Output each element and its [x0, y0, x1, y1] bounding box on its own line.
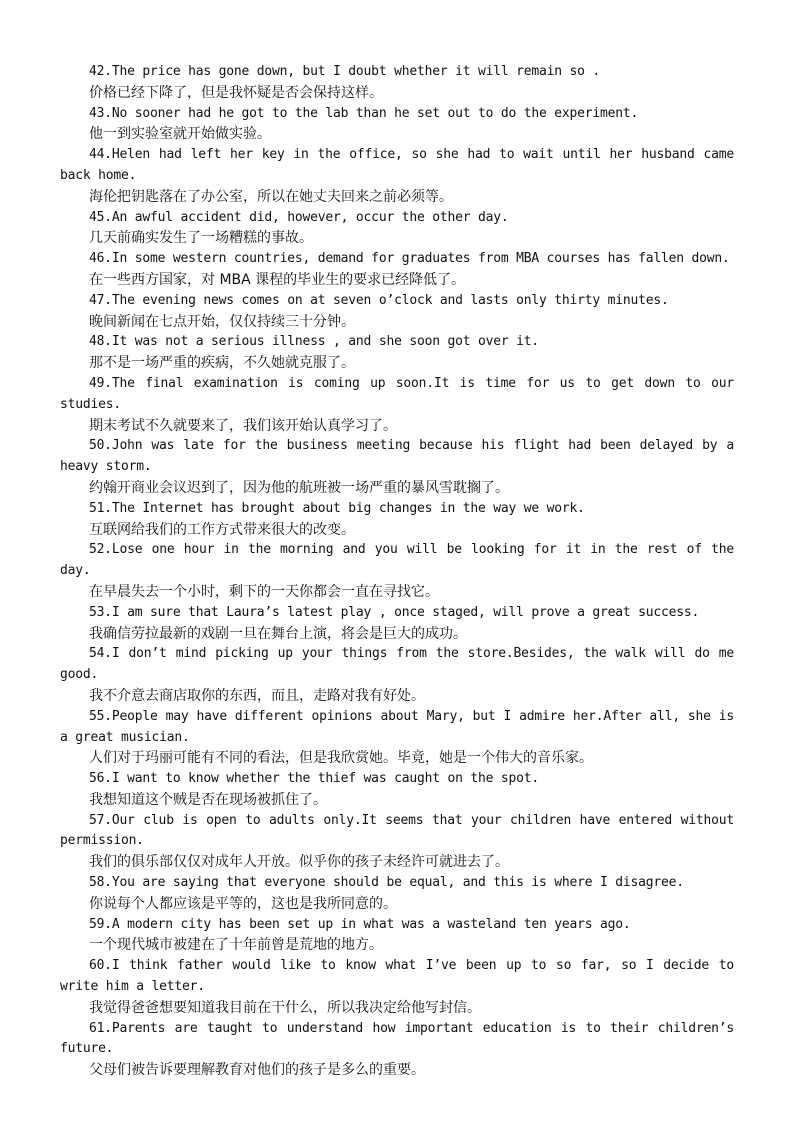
english-sentence: 45.An awful accident did, however, occur the other day. — [89, 209, 509, 225]
english-sentence: 58.You are saying that everyone should be equal, and this is where I disagree. — [89, 875, 684, 891]
english-sentence: 53.I am sure that Laura’s latest play , once staged, will prove a great success. — [89, 604, 700, 620]
english-sentence: 44.Helen had left her key in the office, so she had to wait until her husband came back home. — [60, 147, 734, 183]
chinese-translation: 晚间新闻在七点开始，仅仅持续三十分钟。 — [89, 313, 355, 330]
english-sentence: 42.The price has gone down, but I doubt whether it will remain so . — [89, 64, 600, 79]
chinese-translation: 我想知道这个贼是否在现场被抓住了。 — [89, 791, 327, 808]
chinese-translation: 你说每个人都应该是平等的，这也是我所同意的。 — [89, 895, 397, 912]
english-sentence: 57.Our club is open to adults only.It seems that your children have entered without permission. — [60, 812, 734, 849]
english-sentence: 51.The Internet has brought about big changes in the way we work. — [89, 500, 585, 516]
chinese-translation: 那不是一场严重的疾病，不久她就克服了。 — [89, 355, 355, 372]
english-sentence: 60.I think father would like to know what I’ve been up to so far, so I decide to write him a letter. — [60, 958, 734, 995]
english-sentence: 48.It was not a serious illness , and she soon got over it. — [89, 334, 539, 350]
english-sentence: 46.In some western countries, demand for graduates from MBA courses has fallen down. — [89, 251, 730, 267]
chinese-translation: 一个现代城市被建在了十年前曾是荒地的地方。 — [89, 937, 383, 954]
chinese-translation: 互联网给我们的工作方式带来很大的改变。 — [89, 521, 355, 538]
chinese-translation: 几天前确实发生了一场糟糕的事故。 — [89, 230, 313, 247]
document-body — [60, 62, 734, 1081]
english-sentence: 55.People may have different opinions about Mary, but I admire her.After all, she is a great musician. — [60, 708, 734, 745]
chinese-translation: 海伦把钥匙落在了办公室，所以在她丈夫回来之前必须等。 — [89, 188, 453, 205]
english-sentence: 61.Parents are taught to understand how important education is to their children’s future. — [60, 1020, 734, 1057]
english-sentence: 59.A modern city has been set up in what was a wasteland ten years ago. — [89, 916, 631, 932]
chinese-translation: 父母们被告诉要理解教育对他们的孩子是多么的重要。 — [89, 1062, 425, 1079]
english-sentence: 52.Lose one hour in the morning and you will be looking for it in the rest of the day. — [60, 542, 734, 579]
chinese-translation: 价格已经下降了，但是我怀疑是否会保持这样。 — [89, 84, 383, 101]
english-sentence: 50.John was late for the business meeting because his flight had been delayed by a heavy storm. — [60, 438, 734, 475]
english-sentence: 43.No sooner had he got to the lab than he set out to do the experiment. — [89, 105, 639, 121]
chinese-translation: 在一些西方国家，对 MBA 课程的毕业生的要求已经降低了。 — [89, 271, 466, 288]
chinese-translation: 我们的俱乐部仅仅对成年人开放。似乎你的孩子未经许可就进去了。 — [89, 854, 509, 871]
english-sentence: 54.I don’t mind picking up your things from the store.Besides, the walk will do me good. — [60, 646, 734, 683]
chinese-translation: 人们对于玛丽可能有不同的看法，但是我欣赏她。毕竟，她是一个伟大的音乐家。 — [89, 750, 593, 767]
chinese-translation: 在早晨失去一个小时，剩下的一天你都会一直在寻找它。 — [89, 583, 439, 600]
english-sentence: 47.The evening news comes on at seven o’clock and lasts only thirty minutes. — [89, 292, 669, 308]
chinese-translation: 期末考试不久就要来了，我们该开始认真学习了。 — [89, 417, 397, 434]
english-sentence: 56.I want to know whether the thief was caught on the spot. — [89, 771, 539, 787]
chinese-translation: 我确信劳拉最新的戏剧一旦在舞台上演，将会是巨大的成功。 — [89, 625, 467, 642]
english-sentence: 49.The final examination is coming up soon.It is time for us to get down to our studies. — [60, 375, 734, 412]
chinese-translation: 我不介意去商店取你的东西，而且，走路对我有好处。 — [89, 687, 425, 704]
chinese-translation: 约翰开商业会议迟到了，因为他的航班被一场严重的暴风雪耽搁了。 — [89, 479, 509, 496]
chinese-translation: 他一到实验室就开始做实验。 — [89, 126, 271, 143]
chinese-translation: 我觉得爸爸想要知道我目前在干什么，所以我决定给他写封信。 — [89, 999, 481, 1016]
